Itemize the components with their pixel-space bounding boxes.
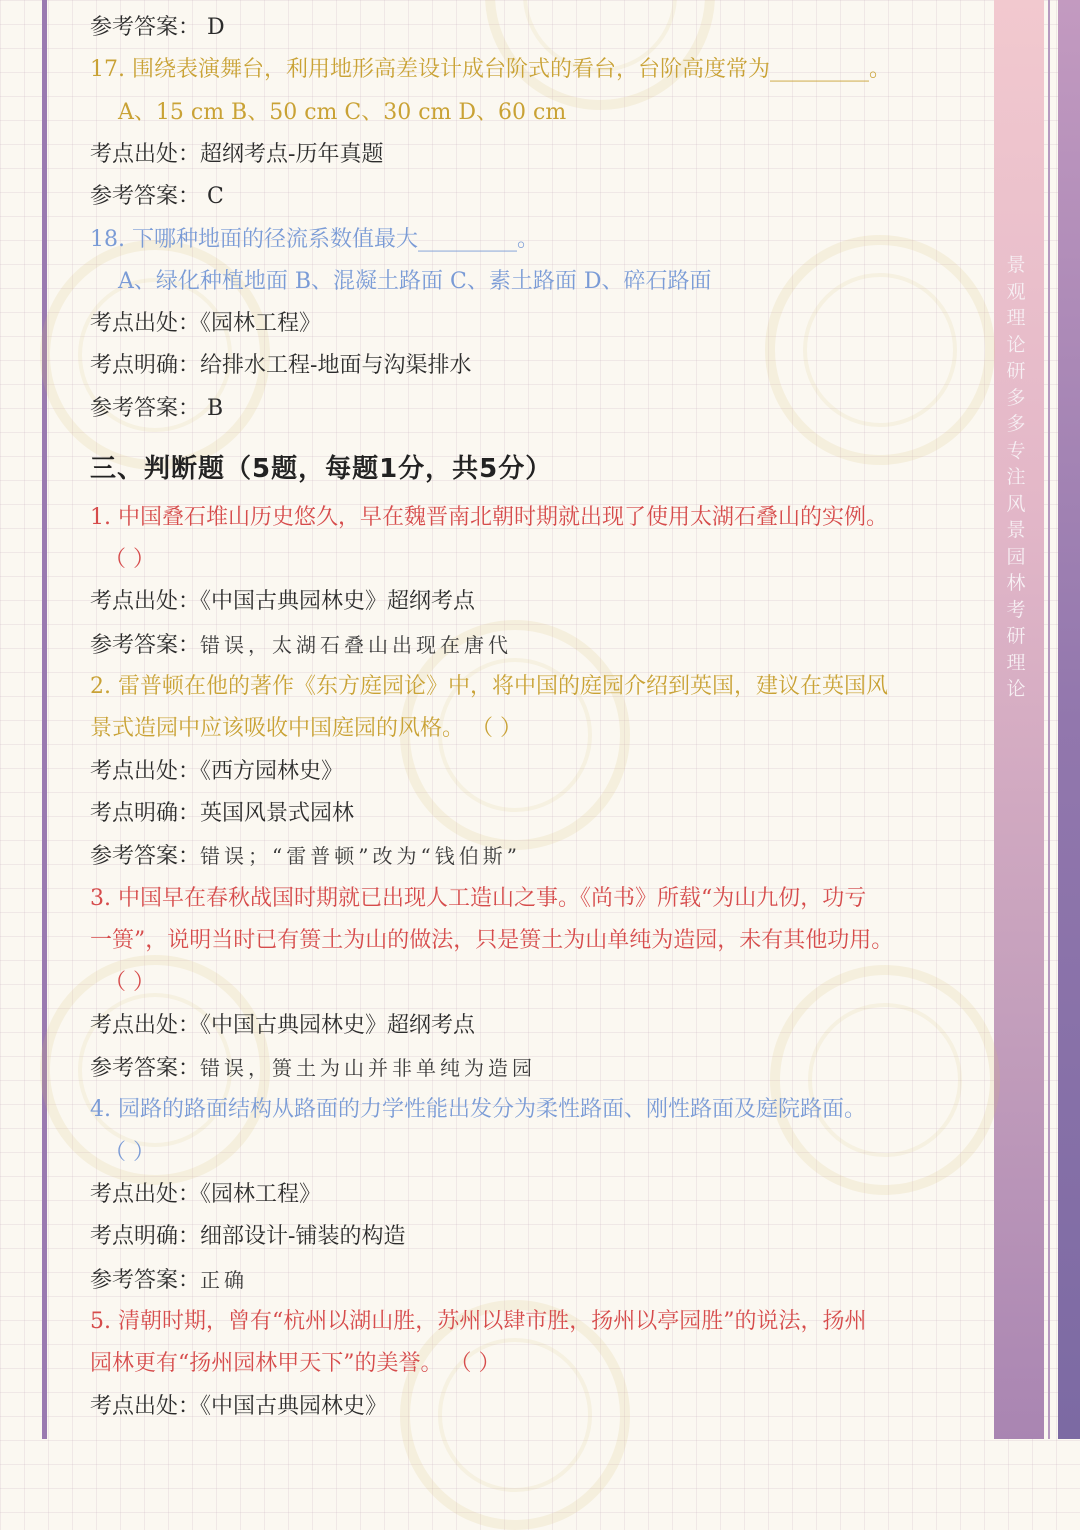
source-line: 考点出处：《西方园林史》 — [90, 759, 344, 784]
source-line: 考点出处：《园林工程》 — [90, 311, 322, 336]
side-banner-text: 景观理论研多多专注风景园林考研理论 — [1006, 254, 1026, 700]
answer-line: 参考答案： D — [90, 15, 225, 40]
judge-question-3-cont: 一篑”，说明当时已有篑土为山的做法，只是篑土为山单纯为造园，未有其他功用。 — [90, 928, 894, 953]
source-line: 考点出处：《园林工程》 — [90, 1182, 322, 1207]
question-18-options: A、绿化种植地面 B、混凝土路面 C、素土路面 D、碎石路面 — [118, 269, 712, 294]
topic-line: 考点明确：英国风景式园林 — [90, 801, 355, 826]
judge-question-2: 2. 雷普顿在他的著作《东方庭园论》中，将中国的庭园介绍到英国，建议在英国风 — [90, 674, 888, 699]
answer-line: 参考答案：正确 — [90, 1268, 249, 1293]
topic-line: 考点明确：细部设计-铺装的构造 — [90, 1224, 406, 1249]
judge-question-5: 5. 清朝时期，曾有“杭州以湖山胜，苏州以肆市胜，扬州以亭园胜”的说法，扬州 — [90, 1309, 867, 1334]
judge-question-3: 3. 中国早在春秋战国时期就已出现人工造山之事。《尚书》所载“为山九仞，功亏 — [90, 886, 867, 911]
answer-line: 参考答案：错误，篑土为山并非单纯为造园 — [90, 1056, 537, 1081]
answer-blank: （ ） — [104, 1140, 155, 1165]
judge-question-5-cont: 园林更有“扬州园林甲天下”的美誉。 （ ） — [90, 1351, 501, 1376]
question-17-options: A、15 cm B、50 cm C、30 cm D、60 cm — [118, 100, 567, 125]
judge-question-1: 1. 中国叠石堆山历史悠久，早在魏晋南北朝时期就出现了使用太湖石叠山的实例。 — [90, 505, 888, 530]
source-line: 考点出处：《中国古典园林史》 — [90, 1394, 388, 1419]
answer-blank: （ ） — [104, 547, 155, 572]
section-heading: 三、判断题（5题，每题1分，共5分） — [90, 454, 553, 484]
answer-blank: （ ） — [104, 970, 155, 995]
answer-line: 参考答案：错误，太湖石叠山出现在唐代 — [90, 633, 513, 658]
judge-question-4: 4. 园路的路面结构从路面的力学性能出发分为柔性路面、刚性路面及庭院路面。 — [90, 1097, 866, 1122]
question-18: 18. 下哪种地面的径流系数值最大_________。 — [90, 227, 539, 252]
answer-line: 参考答案：错误；“雷普顿”改为“钱伯斯” — [90, 844, 521, 869]
question-17: 17. 围绕表演舞台，利用地形高差设计成台阶式的看台，台阶高度常为_________。 — [90, 57, 891, 82]
source-line: 考点出处：《中国古典园林史》超纲考点 — [90, 1013, 476, 1038]
judge-question-2-cont: 景式造园中应该吸收中国庭园的风格。 （ ） — [90, 716, 522, 741]
source-line: 考点出处：《中国古典园林史》超纲考点 — [90, 589, 476, 614]
answer-line: 参考答案： C — [90, 184, 224, 209]
source-line: 考点出处：超纲考点-历年真题 — [90, 142, 384, 167]
topic-line: 考点明确：给排水工程-地面与沟渠排水 — [90, 353, 472, 378]
answer-line: 参考答案： B — [90, 396, 224, 421]
